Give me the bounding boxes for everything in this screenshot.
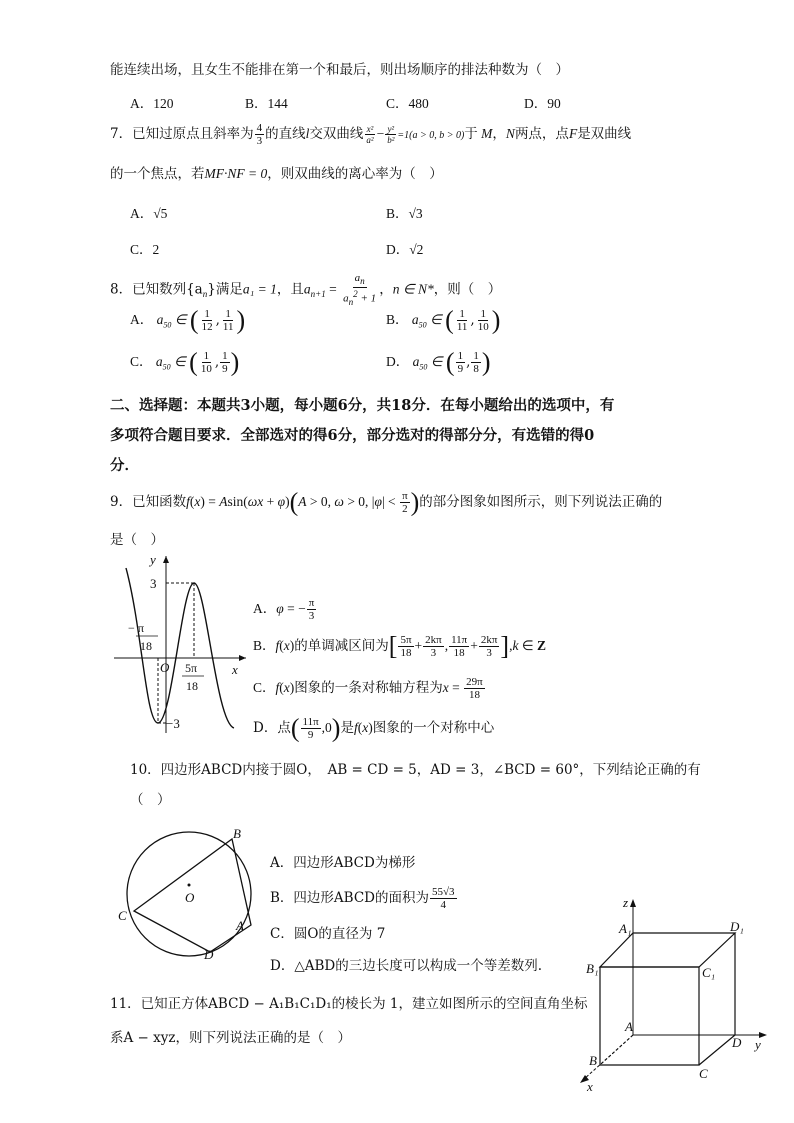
q11-label-x: x	[587, 1079, 593, 1094]
q9-x-arrow-icon	[239, 655, 246, 661]
q9-pos-tick-den: 18	[186, 679, 198, 693]
q8-text-2: }满足	[207, 281, 243, 298]
q11-label-c1: C₁	[702, 965, 716, 980]
q7-option-b: B．√3	[386, 206, 423, 221]
q11-cube-figure	[575, 895, 775, 1095]
q7-stem-line2	[110, 162, 443, 182]
q8-option-a: A． $a_{50}$ ∈ ( $\frac{1}{12}$ , $\frac{1}{11}$ )	[130, 305, 246, 335]
q9-pos-tick-num: 5π	[185, 661, 198, 675]
q10-option-d: D．△ABD的三边长度可以构成一个等差数列.	[270, 958, 542, 974]
q11-top-face	[600, 933, 735, 967]
q10-stem-line2: （ ）	[130, 792, 171, 808]
q11-hidden-edge-ab	[600, 1035, 633, 1065]
q7-text-5: 两点，点	[514, 126, 569, 142]
q11-label-b1: B₁	[586, 961, 599, 976]
q10-label-a: A	[236, 918, 244, 933]
q11-z-arrow-icon	[630, 899, 636, 907]
q7-option-d: D．√2	[386, 242, 424, 257]
q8-text-5: ，则（ ）	[433, 281, 502, 298]
q7-stem-line1: 7．已知过原点且斜率为 $\frac{4}{3}$ 的直线l交双曲线 $\frac{\text{x²}}{\text{a²}}$ − $\frac{\text{y²}}{\text{b²}}$ =1(a > 0, b > 0)于 M，N两点，点F是双曲线	[110, 122, 632, 147]
section2-line3: 分．	[110, 457, 139, 474]
q11-label-a1: A₁	[619, 921, 632, 936]
q8-text-4: ，	[379, 281, 393, 298]
q9-option-a: A．φ = − $\frac{\pi}{3}$	[253, 597, 315, 622]
q11-front-face	[600, 967, 699, 1065]
q9-max-label: 3	[150, 576, 157, 591]
q11-label-y: y	[755, 1037, 761, 1052]
q8-stem: 8．已知数列$\{a_n\}$满足a₁ = 1，且$a_{n+1}$ = $\frac{a_n}{a_n^2 + 1}$ ，n ∈ N*，则（ ）	[110, 272, 502, 308]
q8-initial-term: a₁ = 1	[242, 281, 277, 297]
q9-origin-label: O	[160, 660, 170, 675]
q9-option-c: C．f(x)图象的一条对称轴方程为x = $\frac{29\pi}{18}$	[253, 676, 483, 701]
q11-label-z: z	[623, 895, 629, 910]
q9-stem-line1: 9．已知函数f(x) = Asin(ωx + φ)(A > 0, ω > 0, |φ| < $\frac{\pi}{2}$ )的部分图象如图所示，则下列说法正确的	[110, 487, 663, 517]
q11-label-d: D	[732, 1035, 742, 1050]
q10-label-c: C	[118, 908, 127, 923]
q9-min-label: −3	[166, 716, 180, 731]
q7-text-7: 的一个焦点，若	[110, 166, 205, 182]
q7-text-4: 于	[464, 126, 478, 142]
q10-option-c: C．圆O的直径为 7	[270, 926, 386, 942]
q10-label-o: O	[185, 890, 195, 905]
q6-option-d: D．90	[524, 96, 561, 111]
q7-option-c: C．2	[130, 242, 160, 257]
q8-option-c: C． $a_{50}$ ∈ ( $\frac{1}{10}$ , $\frac{1}{9}$ )	[130, 347, 240, 377]
q7-hyperbola-condition: =1(a > 0, b > 0)	[397, 130, 465, 141]
q11-label-a: A	[625, 1019, 633, 1034]
q8-recurrence: a	[303, 281, 311, 297]
q9-option-d: D．点( $\frac{11\pi}{9}$ ,0)是f(x)图象的一个对称中心	[253, 713, 495, 743]
q11-edge-dc	[699, 1035, 735, 1065]
q7-option-a: A．√5	[130, 206, 168, 221]
q9-neg-tick-num: π	[138, 621, 145, 635]
section2-line2: 多项符合题目要求．全部选对的得6分，部分选对的得部分分，有选错的得0	[110, 427, 595, 444]
q9-option-b: B．f(x)的单调减区间为[ $\frac{5\pi}{18}$ + $\frac{2k\pi}{3}$ , $\frac{11\pi}{18}$ + $\frac{2k\pi}{3}$ ],k ∈ Z	[253, 631, 546, 661]
q11-label-c: C	[699, 1066, 708, 1081]
section2-line1: 二、选择题：本题共3小题，每小题6分，共18分．在每小题给出的选项中，有	[110, 397, 615, 414]
q7-number: 7．	[110, 126, 133, 142]
q10-option-a: A．四边形ABCD为梯形	[270, 855, 416, 871]
q9-text-1: 9．已知函数	[110, 494, 187, 510]
q6-tail: 能连续出场，且女生不能排在第一个和最后，则出场顺序的排法种数为（ ）	[110, 62, 569, 78]
q9-sine-graph	[106, 548, 256, 738]
q11-stem-line2: 系A − xyz，则下列说法正确的是（ ）	[110, 1030, 351, 1046]
q6-option-b: B．144	[245, 96, 288, 111]
q7-text-6: 是双曲线	[577, 126, 632, 142]
q10-stem-line1: 10．四边形ABCD内接于圆O， AB = CD = 5，AD = 3，∠BCD = 60°，下列结论正确的有	[130, 762, 701, 778]
q9-stem-line2: 是（ ）	[110, 532, 164, 548]
q10-label-b: B	[233, 826, 241, 841]
q9-y-arrow-icon	[163, 556, 169, 563]
q11-label-d1: D₁	[730, 919, 744, 934]
q6-option-c: C．480	[386, 96, 429, 111]
q7-text-8: ，则双曲线的离心率为（ ）	[267, 166, 443, 182]
q8-option-d: D． $a_{50}$ ∈ ( $\frac{1}{9}$ , $\frac{1}{8}$ )	[386, 347, 491, 377]
q11-stem-line1: 11．已知正方体ABCD − A₁B₁C₁D₁的棱长为 1，建立如图所示的空间直角坐标	[110, 996, 588, 1012]
q7-text-2: 的直线	[265, 126, 306, 142]
q9-neg-tick-sign: −	[128, 621, 135, 635]
q8-number: 8．	[110, 281, 133, 298]
q10-center-dot	[188, 884, 191, 887]
q6-option-a: A．120	[130, 96, 174, 111]
q8-option-b: B． $a_{50}$ ∈ ( $\frac{1}{11}$ , $\frac{1}{10}$ )	[386, 305, 501, 335]
q7-vector-condition: MF·NF = 0	[204, 166, 268, 181]
q9-text-2: 的部分图象如图所示，则下列说法正确的	[419, 494, 663, 510]
q10-label-d: D	[204, 947, 214, 962]
q9-neg-tick-den: 18	[140, 639, 152, 653]
q9-y-label: y	[150, 552, 156, 567]
q7-text-1: 已知过原点且斜率为	[132, 126, 254, 142]
q10-option-b: B．四边形ABCD的面积为 $\frac{55√3}{4}$	[270, 886, 455, 911]
q8-text-3: ，且	[276, 281, 304, 298]
q11-label-b: B	[589, 1053, 597, 1068]
q10-circle-figure	[112, 822, 272, 967]
q7-text-3: 交双曲线	[309, 126, 364, 142]
q8-n-set: n ∈ N*	[392, 281, 434, 297]
q8-text-1: 已知数列{a	[132, 281, 203, 298]
q9-x-label: x	[232, 662, 238, 677]
